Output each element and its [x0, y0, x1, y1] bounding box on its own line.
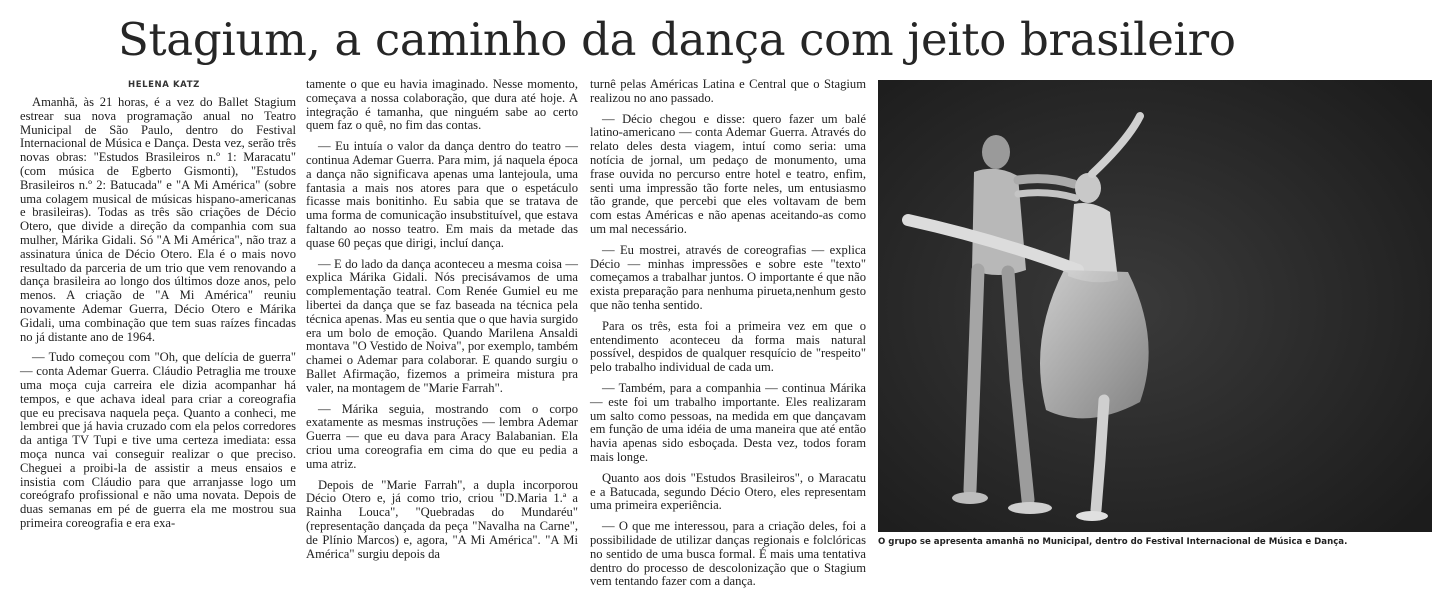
article-column-2: [306, 77, 579, 561]
paragraph: — Eu intuía o valor da dança dentro do teatro — continua Ademar Guerra. Para mim, já naquela época a dança não significava apenas uma lantejoula, uma fantasia a mais nos atores para que o espetáculo ficasse mais bonitinho. Eu sabia que se tratava de uma forma de comunicação insubstituível, que estava faltando ao nosso teatro. Em mais da metade das quase 60 peças que dirigi, incluí dança.: [306, 139, 578, 250]
dancers-photo: [878, 80, 1432, 532]
paragraph: tamente o que eu havia imaginado. Nesse momento, começava a nossa colaboração, que dura até hoje. A integração é tamanha, que ninguém sabe ao certo quem faz o quê, no fim das contas.: [306, 77, 578, 133]
paragraph: — O que me interessou, para a criação deles, foi a possibilidade de utilizar danças regionais e folclóricas no sentido de uma busca formal. É mais uma tentativa dentro do processo de descolonização que o Stagium vem tentando fazer com a dança.: [590, 519, 866, 589]
paragraph: — Márika seguia, mostrando com o corpo exatamente as mesmas instruções — lembra Ademar Guerra — que eu dava para Aracy Balabanian. Ela criou uma coreografia em cima do que eu pedia a uma atriz.: [306, 401, 578, 471]
paragraph: Depois de "Marie Farrah", a dupla incorporou Décio Otero e, já como trio, criou "D.Maria 1.ª a Rainha Louca", "Quebradas do Mundaréu" (representação dançada da peça "Navalha na Carne", de Plínio Marcos) e, agora, "A Mi América". "A Mi América" surgiu depois da: [306, 477, 578, 561]
paragraph: — Também, para a companhia — continua Márika — este foi um trabalho importante. Eles realizaram um salto como pessoas, na medida em que dançavam em função de uma idéia de uma maneira que até então havia apenas sido esboçada. Desta vez, todos foram mais longe.: [590, 380, 866, 464]
paragraph: Amanhã, às 21 horas, é a vez do Ballet Stagium estrear sua nova programação anual no Teatro Municipal de São Paulo, dentro do Festival Internacional de Música e Dança. Desta vez, serão três novas obras: "Estudos Brasileiros n.º 1: Maracatu" (com música de Egberto Gismonti), "Estudos Brasileiros n.º 2: Batucada" e "A Mi América" (sobre uma colagem musical de músicas hispano-americanas e brasileiras). Todas as três são criações de Décio Otero, que divide a direção da companhia com sua mulher, Márika Gidali. Só "A Mi América", não traz a assinatura única de Décio Otero. Ela é o mais novo resultado da parceria de um trio que vem renovando a dança brasileira ao longo dos últimos doze anos, pelo menos. A criação de "A Mi América" reuniu novamente Ademar Guerra, Décio Otero e Márika Gidali, uma combinação que tem suas raízes fincadas no já distante ano de 1964.: [20, 95, 296, 344]
paragraph: — Eu mostrei, através de coreografias — explica Décio — minhas impressões e sobre este "texto" começamos a trabalhar juntos. O importante é que não exista preparação para nenhuma pirueta,nenhum gesto que não tenha sentido.: [590, 242, 866, 312]
paragraph: — Tudo começou com "Oh, que delícia de guerra" — conta Ademar Guerra. Cláudio Petraglia me trouxe uma moça cuja carreira ele dizia acompanhar há tempos, e que achava ideal para criar a coreografia que eu precisava naquela peça. Quanto a conheci, me lembrei que já havia cruzado com ela pelos corredores da antiga TV Tupi e tive uma certeza imediata: essa moça nunca vai conseguir realizar o que preciso. Cheguei a proibi-la de assistir a meus ensaios e insistia com Cláudio para que arranjasse logo um coreógrafo profissional e não uma novata. Depois de duas semanas em pé de guerra ela me mostrou sua primeira coreografia e era exa-: [20, 350, 296, 530]
dancers-illustration: [878, 80, 1432, 532]
paragraph: Quanto aos dois "Estudos Brasileiros", o Maracatu e a Batucada, segundo Décio Otero, eles representam uma primeira experiência.: [590, 470, 866, 513]
paragraph: Para os três, esta foi a primeira vez em que o entendimento aconteceu da forma mais natural possível, despidos de qualquer resquício de "respeito" pelo trabalho individual de cada um.: [590, 318, 866, 375]
paragraph: — Décio chegou e disse: quero fazer um balé latino-americano — conta Ademar Guerra. Através do relato deles desta viagem, intuí como seria: uma notícia de jornal, um pedaço de monumento, uma frase ouvida no percurso entre hotel e teatro, enfim, senti uma impressão tão forte neles, um entusiasmo tão grande, que percebi que eles voltavam de bem com estas Américas e não apenas aceitando-as como um mal necessário.: [590, 111, 866, 236]
photo-caption: O grupo se apresenta amanhã no Municipal, dentro do Festival Internacional de Música e Dança.: [878, 537, 1348, 547]
article-column-3: [590, 77, 866, 589]
paragraph: — E do lado da dança aconteceu a mesma coisa — explica Márika Gidali. Nós precisávamos de uma complementação teatral. Com Renée Gumiel eu me libertei da dança que se faz baseada na técnica pela técnica apenas. Mas eu sentia que o que havia surgido era um bolo de emoção. Quando Marilena Ansaldi montava "O Vestido de Noiva", por exemplo, também chamei o Ademar para colaborar. E quando surgiu o Ballet Afirmação, fizemos a primeira mistura pra valer, na montagem de "Marie Farrah".: [306, 256, 579, 395]
paragraph: turnê pelas Américas Latina e Central que o Stagium realizou no ano passado.: [590, 77, 866, 105]
byline: HELENA KATZ: [128, 80, 200, 90]
headline: Stagium, a caminho da dança com jeito brasileiro: [118, 13, 1236, 66]
article-column-1: [20, 96, 296, 548]
